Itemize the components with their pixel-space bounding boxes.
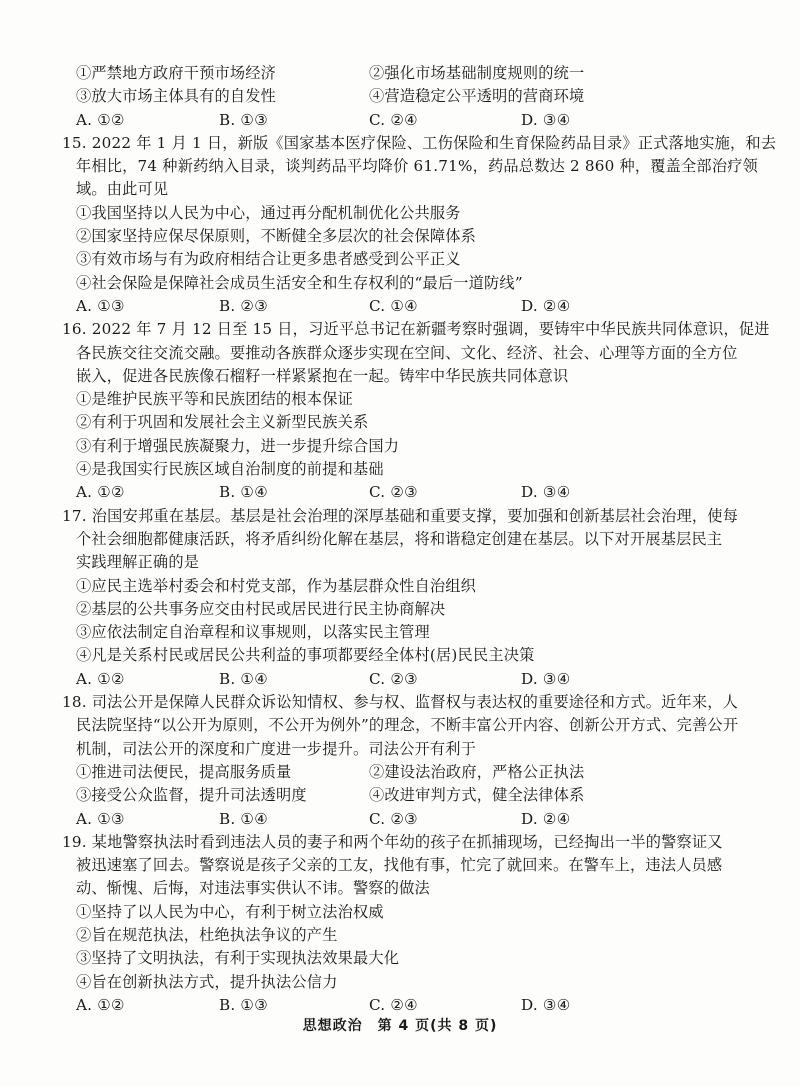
q19-option-1: ①坚持了以人民为中心，有利于树立法治权威	[76, 902, 384, 921]
q15-stem-line-1: 15. 2022 年 1 月 1 日，新版《国家基本医疗保险、工伤保险和生育保险药品目录》正式落地实施，和去	[62, 133, 777, 152]
q14-answer-c: C. ②④	[369, 110, 418, 129]
q17-option-1: ①应民主选举村委会和村党支部，作为基层群众性自治组织	[76, 576, 477, 595]
q17-option-4: ④凡是关系村民或居民公共利益的事项都要经全体村(居)民民主决策	[76, 646, 535, 665]
q14-option-4: ④营造稳定公平透明的营商环境	[369, 87, 585, 106]
q16-answer-a: A. ①②	[76, 483, 125, 502]
q19-answer-a: A. ①②	[76, 995, 125, 1014]
q18-answer-c: C. ②③	[369, 809, 418, 828]
q15-stem-line-3: 域。由此可见	[76, 180, 169, 199]
q18-option-1: ①推进司法便民，提高服务质量	[76, 762, 292, 781]
q14-answer-a: A. ①②	[76, 110, 125, 129]
q14-option-1: ①严禁地方政府干预市场经济	[76, 64, 277, 82]
q15-stem-line-2: 年相比，74 种新药纳入目录，谈判药品平均降价 61.71%，药品总数达 2 860 种，覆盖全部治疗领	[76, 157, 758, 176]
q14-option-2: ②强化市场基础制度规则的统一	[369, 64, 585, 82]
q18-answer-b: B. ①④	[219, 809, 269, 828]
q16-option-3: ③有利于增强民族凝聚力，进一步提升综合国力	[76, 436, 400, 455]
q16-answer-c: C. ②③	[369, 483, 418, 502]
q18-option-4: ④改进审判方式，健全法律体系	[369, 786, 585, 805]
q18-options-row-1	[0, 761, 800, 784]
q19-option-4: ④旨在创新执法方式，提升执法公信力	[76, 972, 338, 991]
q15-answer-c: C. ①④	[369, 296, 418, 315]
q16-answer-d: D. ③④	[521, 483, 571, 502]
q19-option-2: ②旨在规范执法，杜绝执法争议的产生	[76, 925, 338, 944]
q19-stem-line-1: 19. 某地警察执法时看到违法人员的妻子和两个年幼的孩子在抓捕现场，已经掏出一半的警察证又	[62, 832, 723, 851]
q16-stem-line-3: 嵌入，促进各民族像石榴籽一样紧紧抱在一起。铸牢中华民族共同体意识	[76, 366, 569, 385]
q19-answer-c: C. ②④	[369, 995, 418, 1014]
q19-option-3: ③坚持了文明执法，有利于实现执法效果最大化	[76, 949, 400, 968]
q16-option-1: ①是维护民族平等和民族团结的根本保证	[76, 390, 353, 409]
q14-answer-d: D. ③④	[521, 110, 571, 129]
q15-option-2: ②国家坚持应保尽保原则，不断健全多层次的社会保障体系	[76, 227, 477, 246]
q15-option-1: ①我国坚持以人民为中心，通过再分配机制优化公共服务	[76, 203, 461, 222]
q17-answer-b: B. ①④	[219, 669, 269, 688]
q18-option-2: ②建设法治政府，严格公正执法	[369, 762, 585, 781]
q17-answer-c: C. ②③	[369, 669, 418, 688]
q19-stem-line-2: 被迅速塞了回去。警察说是孩子父亲的工友，找他有事，忙完了就回来。在警车上，违法人员感	[76, 856, 723, 875]
q16-answer-b: B. ①④	[219, 483, 269, 502]
q15-answer-row	[0, 295, 800, 318]
q18-answer-row	[0, 808, 800, 831]
q17-option-3: ③应依法制定自治章程和议事规则，以落实民主管理	[76, 623, 430, 642]
q14-options-row-1	[0, 62, 800, 85]
q14-answer-row	[0, 109, 800, 132]
q18-answer-d: D. ②④	[521, 809, 571, 828]
q14-answer-b: B. ①③	[219, 110, 269, 129]
q14-option-3: ③放大市场主体具有的自发性	[76, 87, 277, 106]
q15-answer-a: A. ①③	[76, 296, 125, 315]
q19-answer-d: D. ③④	[521, 995, 571, 1014]
q19-answer-row	[0, 994, 800, 1017]
q17-stem-line-1: 17. 治国安邦重在基层。基层是社会治理的深厚基础和重要支撑，要加强和创新基层社会治理，使每	[62, 506, 739, 525]
q14-options-row-2	[0, 85, 800, 108]
q15-answer-d: D. ②④	[521, 296, 571, 315]
q17-answer-row	[0, 668, 800, 691]
q16-stem-line-1: 16. 2022 年 7 月 12 日至 15 日，习近平总书记在新疆考察时强调，要铸牢中华民族共同体意识，促进	[62, 320, 770, 339]
q18-options-row-2	[0, 784, 800, 807]
q17-option-2: ②基层的公共事务应交由村民或居民进行民主协商解决	[76, 599, 446, 618]
q16-answer-row	[0, 481, 800, 504]
q16-stem-line-2: 各民族交往交流交融。要推动各族群众逐步实现在空间、文化、经济、社会、心理等方面的全方位	[76, 343, 738, 362]
q17-answer-a: A. ①②	[76, 669, 125, 688]
q18-stem-line-1: 18. 司法公开是保障人民群众诉讼知情权、参与权、监督权与表达权的重要途径和方式。近年来，人	[62, 693, 739, 712]
q17-answer-d: D. ③④	[521, 669, 571, 688]
q19-answer-b: B. ①③	[219, 995, 269, 1014]
q15-option-3: ③有效市场与有为政府相结合让更多患者感受到公平正义	[76, 250, 461, 269]
q16-option-2: ②有利于巩固和发展社会主义新型民族关系	[76, 413, 369, 432]
q17-stem-line-3: 实践理解正确的是	[76, 553, 200, 572]
q15-answer-b: B. ②③	[219, 296, 269, 315]
page-content	[0, 62, 800, 1017]
q18-stem-line-2: 民法院坚持“以公开为原则，不公开为例外”的理念，不断丰富公开内容、创新公开方式、完善公开	[76, 716, 739, 735]
q18-answer-a: A. ①③	[76, 809, 125, 828]
q18-option-3: ③接受公众监督，提升司法透明度	[76, 786, 307, 805]
q19-stem-line-3: 动、惭愧、后悔，对违法事实供认不讳。警察的做法	[76, 879, 430, 898]
q16-option-4: ④是我国实行民族区域自治制度的前提和基础	[76, 460, 384, 479]
q15-option-4: ④社会保险是保障社会成员生活安全和生存权利的“最后一道防线”	[76, 273, 523, 292]
q17-stem-line-2: 个社会细胞都健康活跃，将矛盾纠纷化解在基层，将和谐稳定创建在基层。以下对开展基层民主	[76, 529, 723, 548]
page-footer: 思想政治 第 4 页(共 8 页)	[302, 1018, 498, 1034]
q18-stem-line-3: 机制，司法公开的深度和广度进一步提升。司法公开有利于	[76, 739, 477, 758]
